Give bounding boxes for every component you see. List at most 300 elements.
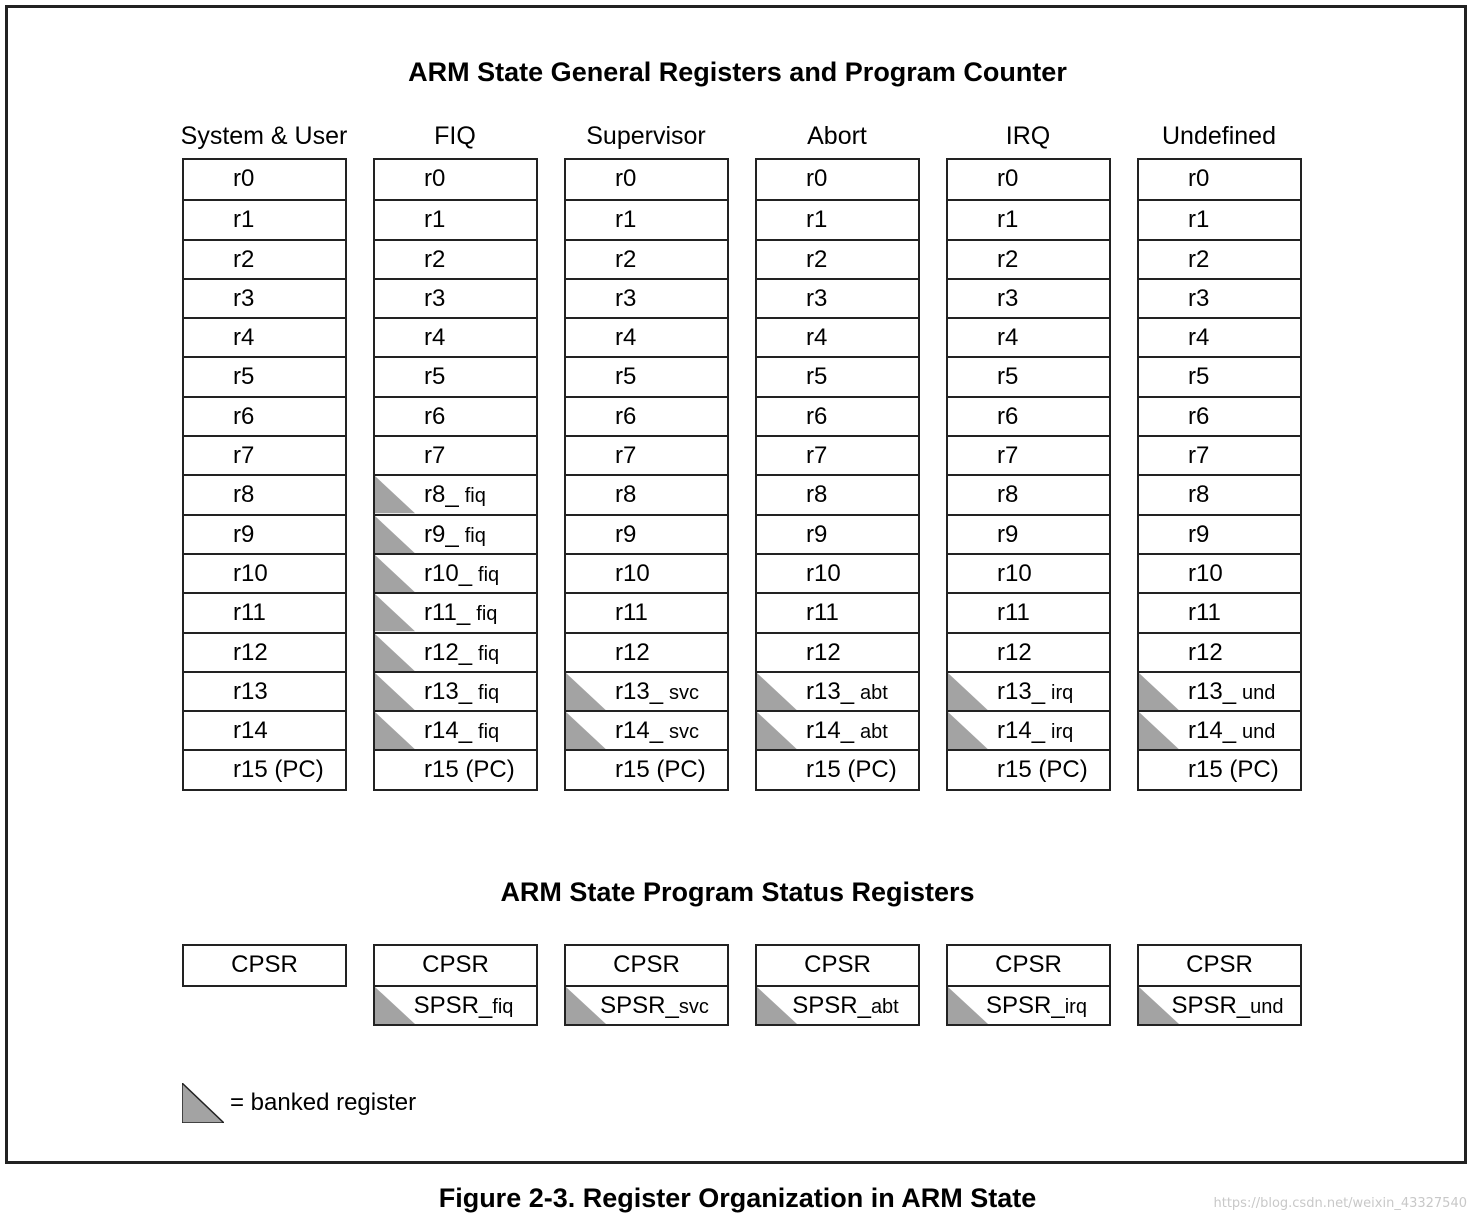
register-cell [948, 632, 1109, 671]
register-cell [184, 199, 345, 238]
register-name: r6 [1188, 402, 1210, 430]
status-registers-title: ARM State Program Status Registers [500, 877, 975, 907]
register-name: r10 [1188, 559, 1223, 587]
register-label [424, 555, 499, 594]
register-cell [757, 160, 918, 199]
register-label [1188, 201, 1209, 238]
mode-header: System & User [180, 122, 348, 150]
register-cell [566, 160, 727, 199]
register-cell [1139, 160, 1300, 199]
register-cell [375, 474, 536, 513]
register-label [615, 476, 636, 513]
register-mode-suffix: irq [1051, 721, 1074, 744]
register-name: r5 [1188, 363, 1210, 391]
register-label [1188, 319, 1209, 356]
register-cell [375, 749, 536, 788]
banked-triangle-icon [375, 555, 415, 592]
register-name: r5 [233, 363, 255, 391]
register-cell [375, 710, 536, 749]
spsr-label [414, 992, 514, 1019]
register-label [615, 241, 636, 278]
register-name: r11_ [424, 599, 471, 627]
register-name: r12_ [424, 638, 473, 666]
register-label [806, 751, 897, 788]
register-cell [1139, 278, 1300, 317]
register-name: r3 [997, 284, 1019, 312]
register-cell [1139, 474, 1300, 513]
register-cell [948, 749, 1109, 788]
register-label [997, 516, 1018, 553]
register-name: r9_ [424, 520, 459, 548]
register-cell [566, 514, 727, 553]
register-name: r2 [997, 245, 1019, 273]
register-label [1188, 751, 1279, 788]
register-label [806, 201, 827, 238]
register-label [233, 673, 268, 710]
register-label [233, 516, 254, 553]
banked-triangle-icon [757, 987, 797, 1024]
register-cell [184, 710, 345, 749]
register-cell [948, 356, 1109, 395]
spsr-cell [566, 985, 727, 1024]
register-label [615, 712, 699, 751]
register-name: r15 (PC) [806, 756, 897, 784]
spsr-name: SPSR_ [413, 992, 493, 1019]
register-name: r6 [233, 402, 255, 430]
register-label [233, 201, 254, 238]
register-name: r7 [233, 442, 255, 470]
register-mode-suffix: fiq [478, 563, 500, 586]
register-mode-suffix: fiq [464, 485, 486, 508]
register-name: r7 [424, 442, 446, 470]
register-name: r11 [997, 599, 1030, 627]
register-cell [375, 356, 536, 395]
register-label [806, 476, 827, 513]
register-label [806, 437, 827, 474]
register-label [806, 160, 827, 197]
banked-triangle-icon [566, 673, 606, 710]
register-column [373, 158, 538, 791]
register-cell [375, 514, 536, 553]
register-cell [184, 474, 345, 513]
register-cell [948, 199, 1109, 238]
general-registers-title: ARM State General Registers and Program Counter [408, 57, 1067, 87]
register-name: r9 [1188, 520, 1210, 548]
register-cell [375, 396, 536, 435]
register-label [615, 398, 636, 435]
register-cell [184, 239, 345, 278]
register-cell [1139, 356, 1300, 395]
register-cell [375, 160, 536, 199]
register-cell [1139, 239, 1300, 278]
register-label [424, 516, 486, 555]
register-label [997, 555, 1032, 592]
register-name: r0 [806, 165, 828, 192]
mode-header: Supervisor [586, 122, 706, 150]
register-label [1188, 160, 1209, 197]
register-label [424, 594, 497, 633]
register-cell [948, 317, 1109, 356]
register-cell [184, 592, 345, 631]
status-register-box [946, 944, 1111, 1026]
cpsr-cell: CPSR [231, 951, 298, 978]
register-name: r6 [424, 402, 446, 430]
register-name: r13_ [997, 677, 1046, 705]
banked-triangle-icon [757, 712, 797, 749]
register-label [233, 241, 254, 278]
banked-triangle-icon [375, 987, 415, 1024]
register-name: r12 [233, 638, 268, 666]
banked-triangle-icon [375, 712, 415, 749]
register-label [424, 673, 499, 712]
register-name: r5 [997, 363, 1019, 391]
banked-triangle-icon [757, 673, 797, 710]
register-cell [566, 239, 727, 278]
banked-triangle-icon [375, 594, 415, 631]
register-label [424, 476, 486, 515]
register-cell [948, 396, 1109, 435]
register-cell [1139, 317, 1300, 356]
register-cell [1139, 592, 1300, 631]
register-label [997, 673, 1073, 712]
register-cell [184, 435, 345, 474]
register-cell [757, 514, 918, 553]
register-cell [375, 671, 536, 710]
register-cell [566, 317, 727, 356]
register-label [997, 201, 1018, 238]
register-name: r2 [424, 245, 446, 273]
register-label [997, 476, 1018, 513]
register-cell [184, 160, 345, 199]
register-name: r10 [806, 559, 841, 587]
register-cell [757, 317, 918, 356]
register-cell [375, 199, 536, 238]
register-name: r8 [997, 481, 1019, 509]
register-name: r11 [615, 599, 648, 627]
register-cell [1139, 435, 1300, 474]
banked-triangle-icon [375, 673, 415, 710]
register-cell [566, 356, 727, 395]
register-label [997, 634, 1032, 671]
banked-triangle-icon [375, 516, 415, 553]
register-label [1188, 241, 1209, 278]
cpsr-cell: CPSR [613, 951, 680, 978]
banked-triangle-icon [566, 712, 606, 749]
register-label [615, 516, 636, 553]
register-label [424, 751, 515, 788]
register-name: r3 [233, 284, 255, 312]
register-name: r4 [615, 324, 637, 352]
register-cell [375, 278, 536, 317]
register-name: r0 [233, 165, 255, 192]
register-name: r10 [615, 559, 650, 587]
banked-triangle-icon [948, 673, 988, 710]
register-name: r9 [233, 520, 255, 548]
register-mode-suffix: fiq [478, 681, 500, 704]
register-cell [184, 317, 345, 356]
register-name: r11 [1188, 599, 1221, 627]
status-register-box [1137, 944, 1302, 1026]
register-label [806, 634, 841, 671]
register-name: r7 [997, 442, 1019, 470]
register-label [233, 476, 254, 513]
spsr-mode-suffix: abt [870, 996, 899, 1018]
register-name: r4 [806, 324, 828, 352]
spsr-mode-suffix: und [1250, 996, 1284, 1018]
register-name: r0 [424, 165, 446, 192]
spsr-mode-suffix: svc [678, 996, 709, 1018]
spsr-label [792, 992, 899, 1019]
register-label [1188, 712, 1275, 751]
register-name: r1 [1188, 206, 1210, 234]
register-name: r9 [615, 520, 637, 548]
register-label [997, 160, 1018, 197]
register-cell [948, 239, 1109, 278]
register-name: r14_ [806, 717, 855, 745]
register-cell [375, 553, 536, 592]
register-cell [566, 553, 727, 592]
spsr-label [986, 992, 1087, 1019]
register-name: r7 [806, 442, 828, 470]
register-cell [184, 278, 345, 317]
register-name: r13 [233, 677, 268, 705]
register-label [615, 673, 699, 712]
register-cell [1139, 632, 1300, 671]
cpsr-cell: CPSR [804, 951, 871, 978]
register-name: r4 [1188, 324, 1210, 352]
register-name: r15 (PC) [424, 756, 515, 784]
register-label [997, 358, 1018, 395]
register-cell [566, 632, 727, 671]
register-label [615, 358, 636, 395]
register-name: r11 [233, 599, 266, 627]
mode-header: Undefined [1162, 122, 1276, 150]
register-mode-suffix: abt [860, 681, 888, 704]
register-label [806, 673, 888, 712]
register-name: r8 [233, 481, 255, 509]
register-label [233, 160, 254, 197]
register-name: r13_ [806, 677, 855, 705]
register-label [806, 594, 839, 631]
register-mode-suffix: und [1242, 721, 1276, 744]
status-register-box [755, 944, 920, 1026]
register-cell [757, 278, 918, 317]
register-name: r3 [615, 284, 637, 312]
register-name: r14 [233, 717, 268, 745]
banked-triangle-icon [182, 1083, 224, 1123]
register-cell [184, 553, 345, 592]
register-label [233, 594, 266, 631]
status-register-box [564, 944, 729, 1026]
register-cell [757, 553, 918, 592]
register-label [424, 201, 445, 238]
register-name: r14_ [1188, 717, 1237, 745]
register-cell [757, 396, 918, 435]
register-cell [757, 710, 918, 749]
register-cell [566, 199, 727, 238]
register-label [424, 712, 499, 751]
register-cell [566, 592, 727, 631]
register-name: r15 (PC) [233, 756, 324, 784]
mode-header: Abort [807, 122, 867, 150]
register-cell [757, 356, 918, 395]
register-name: r3 [424, 284, 446, 312]
register-cell [1139, 553, 1300, 592]
register-name: r7 [615, 442, 637, 470]
register-name: r5 [615, 363, 637, 391]
register-label [1188, 516, 1209, 553]
register-label [615, 437, 636, 474]
register-cell [757, 632, 918, 671]
register-label [806, 398, 827, 435]
register-name: r8 [1188, 481, 1210, 509]
register-name: r7 [1188, 442, 1210, 470]
register-label [1188, 398, 1209, 435]
register-mode-suffix: fiq [478, 721, 500, 744]
register-mode-suffix: irq [1051, 681, 1074, 704]
register-name: r12 [615, 638, 650, 666]
register-name: r15 (PC) [997, 756, 1088, 784]
spsr-name: SPSR_ [986, 992, 1065, 1019]
register-label [424, 241, 445, 278]
banked-triangle-icon [375, 634, 415, 671]
register-label [615, 280, 636, 317]
register-name: r1 [233, 206, 255, 234]
mode-header: IRQ [1005, 122, 1051, 150]
register-label [615, 594, 648, 631]
register-name: r4 [997, 324, 1019, 352]
register-cell [757, 749, 918, 788]
register-label [233, 712, 268, 749]
register-column [755, 158, 920, 791]
register-cell [757, 474, 918, 513]
register-name: r8 [806, 481, 828, 509]
register-label [233, 398, 254, 435]
register-label [615, 160, 636, 197]
register-name: r5 [424, 363, 446, 391]
register-name: r2 [806, 245, 828, 273]
register-label [424, 437, 445, 474]
register-cell [375, 317, 536, 356]
register-name: r6 [997, 402, 1019, 430]
register-name: r10 [233, 559, 268, 587]
banked-triangle-icon [375, 476, 415, 513]
register-column [564, 158, 729, 791]
register-mode-suffix: fiq [464, 524, 486, 547]
register-name: r10_ [424, 559, 473, 587]
register-label [615, 319, 636, 356]
spsr-name: SPSR_ [792, 992, 871, 1019]
register-label [615, 634, 650, 671]
register-cell [184, 396, 345, 435]
register-name: r13_ [1188, 677, 1237, 705]
register-name: r1 [997, 206, 1019, 234]
register-label [615, 201, 636, 238]
banked-triangle-icon [1139, 673, 1179, 710]
spsr-name: SPSR_ [1171, 992, 1251, 1019]
register-label [1188, 280, 1209, 317]
register-name: r0 [1188, 165, 1210, 192]
register-name: r10 [997, 559, 1032, 587]
register-cell [757, 239, 918, 278]
register-cell [948, 278, 1109, 317]
register-cell [375, 435, 536, 474]
register-label [233, 437, 254, 474]
register-label [233, 634, 268, 671]
register-mode-suffix: svc [669, 721, 700, 744]
register-label [997, 241, 1018, 278]
register-label [615, 555, 650, 592]
register-name: r3 [806, 284, 828, 312]
register-cell [184, 632, 345, 671]
spsr-mode-suffix: irq [1064, 996, 1087, 1018]
register-name: r12 [806, 638, 841, 666]
register-name: r13_ [424, 677, 473, 705]
spsr-cell [757, 985, 918, 1024]
legend-text: = banked register [230, 1089, 417, 1116]
register-name: r0 [615, 165, 637, 192]
register-cell [1139, 514, 1300, 553]
register-label [424, 358, 445, 395]
register-label [424, 319, 445, 356]
register-name: r8 [615, 481, 637, 509]
status-register-box [182, 944, 347, 987]
register-mode-suffix: fiq [476, 603, 498, 626]
register-cell [757, 671, 918, 710]
register-name: r2 [1188, 245, 1210, 273]
register-cell [184, 356, 345, 395]
register-cell [184, 749, 345, 788]
status-register-box [373, 944, 538, 1026]
register-column [946, 158, 1111, 791]
register-label [806, 280, 827, 317]
register-label [806, 358, 827, 395]
register-cell [757, 592, 918, 631]
register-mode-suffix: und [1242, 681, 1276, 704]
register-label [997, 437, 1018, 474]
cpsr-cell: CPSR [1186, 951, 1253, 978]
register-cell [566, 710, 727, 749]
register-label [997, 280, 1018, 317]
spsr-label [1171, 992, 1283, 1019]
register-mode-suffix: abt [860, 721, 888, 744]
register-cell [948, 671, 1109, 710]
register-mode-suffix: fiq [478, 642, 500, 665]
register-name: r9 [806, 520, 828, 548]
register-name: r14_ [997, 717, 1046, 745]
register-name: r12 [1188, 638, 1223, 666]
register-cell [566, 278, 727, 317]
register-cell [1139, 671, 1300, 710]
spsr-label [600, 992, 709, 1019]
register-mode-suffix: svc [669, 681, 700, 704]
register-name: r12 [997, 638, 1032, 666]
register-cell [948, 710, 1109, 749]
register-label [806, 555, 841, 592]
register-name: r1 [424, 206, 446, 234]
register-label [997, 398, 1018, 435]
figure-caption: Figure 2-3. Register Organization in ARM State [438, 1183, 1037, 1213]
register-label [424, 634, 499, 673]
register-cell [566, 749, 727, 788]
register-cell [1139, 710, 1300, 749]
register-name: r0 [997, 165, 1019, 192]
register-label [997, 712, 1073, 751]
register-label [424, 398, 445, 435]
register-cell [757, 199, 918, 238]
register-name: r4 [233, 324, 255, 352]
register-cell [948, 160, 1109, 199]
